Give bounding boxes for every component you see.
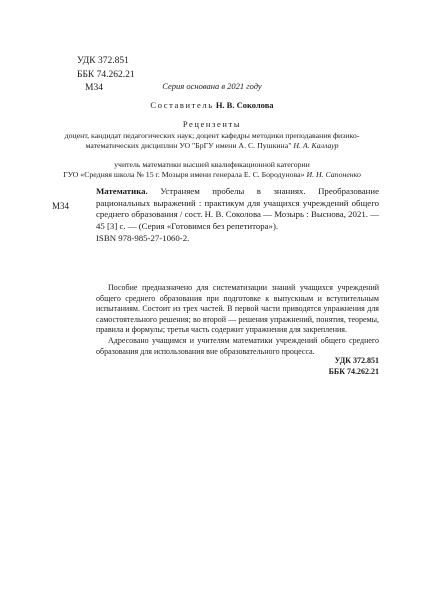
isbn: ISBN 978-985-27-1060-2. [96, 233, 190, 243]
bbk-code: ББК 74.262.21 [77, 69, 135, 80]
annotation-paragraph-2: Адресовано учащимся и учителям математики учреждений общего среднего образования для использования вне образовательного процесса. [96, 335, 379, 356]
bibliographic-author-mark: М34 [52, 201, 70, 211]
reviewer-2-affiliation: ГУО «Средняя школа № 15 г. Мозыря имени генерала Е. С. Бородунова» И. Н. Сапоненко [63, 170, 361, 180]
reviewer-2-position: учитель математики высшей квалификационной категории [114, 160, 310, 169]
annotation [96, 283, 379, 357]
compiler-line [0, 100, 424, 110]
reviewer-2-name: И. Н. Сапоненко [306, 170, 361, 180]
bibliographic-record [96, 186, 379, 232]
annotation-paragraph-1: Пособие предназначено для систематизации знаний учащихся учреждений общего среднего образования при подготовке к выпускным и вступительным испытаниям. Состоит из трех частей. В первой части приводятся упражнения для самостоятельного решения; во второй — решения упражнений, понятия, теоремы, правила и формулы; третья часть содержит упражнения для закрепления. [96, 283, 379, 335]
reviewer-1 [50, 131, 374, 151]
compiler-name: Н. В. Соколова [215, 100, 274, 110]
series-note: Серия основана в 2021 году [162, 81, 262, 91]
reviewer-2 [50, 160, 374, 180]
author-mark: М34 [85, 83, 103, 93]
reviewer-1-name: Н. А. Каллаур [293, 141, 339, 151]
bottom-bbk-code: ББК 74.262.21 [328, 366, 379, 376]
udk-code: УДК 372.851 [77, 56, 129, 66]
compiler-label: Составитель [150, 100, 214, 110]
bottom-udk-code: УДК 372.851 [334, 356, 379, 365]
bibliographic-description: Устраняем пробелы в знаниях. Преобразование рациональных выражений : практикум для учащихся учреждений общего среднего образования / сост. Н. В. Соколова — Мозырь : Выснова, 2021. — 45 [3] с. — (Серия «Готовимся без репетитора»). [96, 186, 379, 231]
reviewers-title: Рецензенты [182, 119, 242, 129]
reviewer-1-description: доцент, кандидат педагогических наук; доцент кафедры методики преподавания физико-математических дисциплин УО "БрГУ имени А. С. Пушкина" [64, 131, 360, 151]
bottom-classification-codes [300, 356, 379, 377]
bibliographic-title: Математика. [96, 186, 148, 196]
